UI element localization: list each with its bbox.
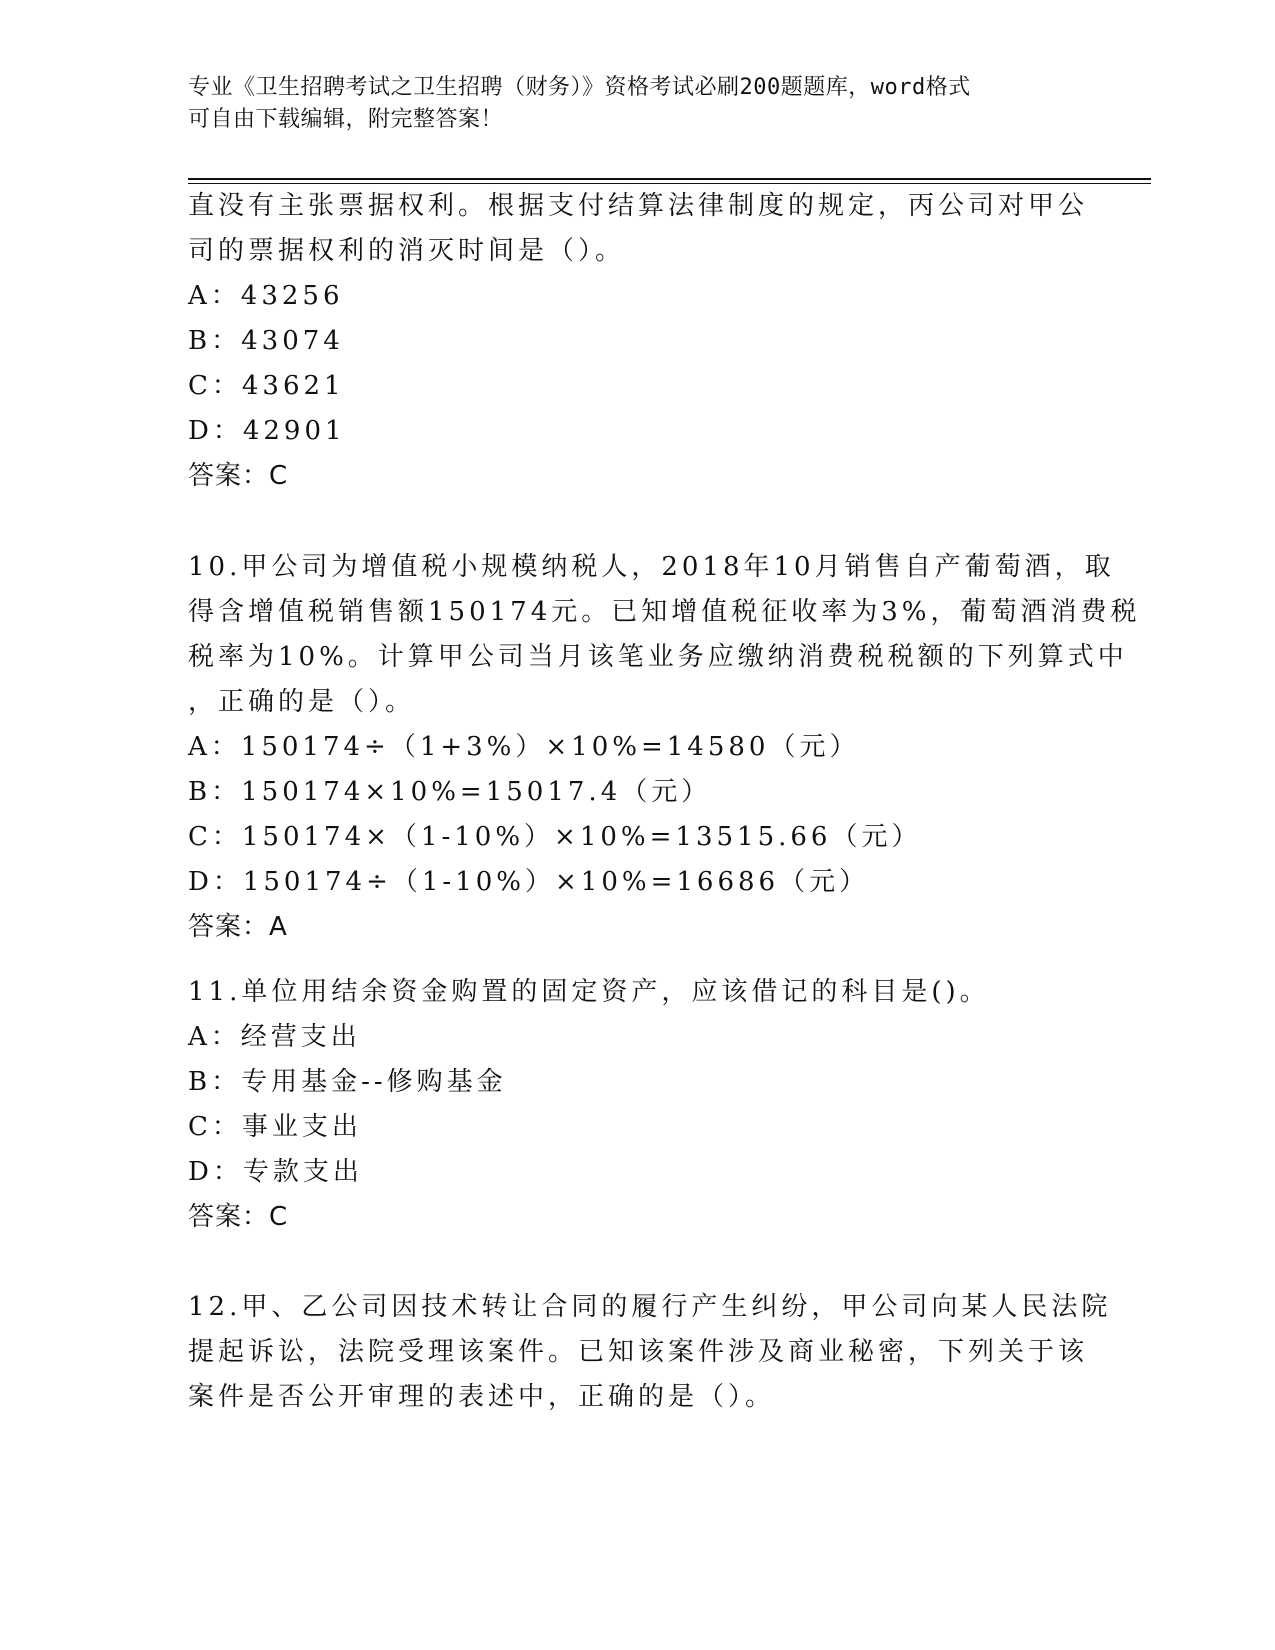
question-text: 10.甲公司为增值税小规模纳税人，2018年10月销售自产葡萄酒，取 [188,552,1115,582]
option-a: A：150174÷（1+3%）×10%=14580（元） [188,732,860,762]
question-text: 提起诉讼，法院受理该案件。已知该案件涉及商业秘密，下列关于该 [188,1337,1089,1367]
option-a: A：经营支出 [188,1022,361,1052]
question-text: ，正确的是（）。 [188,687,416,717]
option-c: C：43621 [188,371,345,401]
question-text: 案件是否公开审理的表述中，正确的是（）。 [188,1382,776,1412]
option-b: B：专用基金--修购基金 [188,1067,507,1097]
question-text: 直没有主张票据权利。根据支付结算法律制度的规定，丙公司对甲公 [188,191,1089,221]
question-text: 得含增值税销售额150174元。已知增值税征收率为3%，葡萄酒消费税 [188,597,1141,627]
header-line: 专业《卫生招聘考试之卫生招聘（财务）》资格考试必刷200题题库，word格式 [188,75,971,100]
question-text: 司的票据权利的消灭时间是（）。 [188,236,626,266]
question-10 [188,545,1141,950]
answer: 答案：A [188,912,288,942]
header-rule [188,178,1151,180]
page-header [188,72,1088,136]
question-9 [188,184,1088,499]
option-d: D：专款支出 [188,1157,363,1187]
option-d: D：150174÷（1-10%）×10%=16686（元） [188,867,870,897]
option-c: C：事业支出 [188,1112,362,1142]
option-a: A：43256 [188,281,344,311]
answer: 答案：C [188,1202,289,1232]
question-11 [188,970,1088,1240]
question-12 [188,1285,1112,1420]
option-b: B：150174×10%=15017.4（元） [188,777,712,807]
answer: 答案：C [188,461,289,491]
question-text: 12.甲、乙公司因技术转让合同的履行产生纠纷，甲公司向某人民法院 [188,1292,1112,1322]
option-c: C：150174×（1-10%）×10%=13515.66（元） [188,822,922,852]
option-b: B：43074 [188,326,344,356]
header-line: 可自由下载编辑，附完整答案！ [188,107,504,132]
question-text: 11.单位用结余资金购置的固定资产，应该借记的科目是()。 [188,977,990,1007]
question-text: 税率为10%。计算甲公司当月该笔业务应缴纳消费税税额的下列算式中 [188,642,1128,672]
option-d: D：42901 [188,416,346,446]
